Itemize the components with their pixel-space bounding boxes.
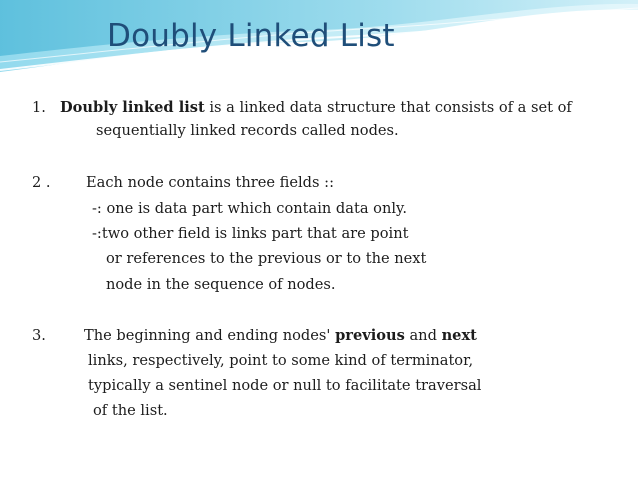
item-1-bold-term: Doubly linked list xyxy=(60,99,205,116)
item-3-line-4: of the list. xyxy=(93,402,168,419)
item-3-number: 3. xyxy=(32,327,46,344)
item-3-line-1-pre: The beginning and ending nodes' xyxy=(84,327,336,344)
item-2-line-4: or references to the previous or to the next xyxy=(106,250,427,267)
item-3-line-1 xyxy=(84,327,477,345)
item-1-number: 1. xyxy=(32,99,46,116)
item-3-line-3: typically a sentinel node or null to facilitate traversal xyxy=(88,377,482,394)
item-2-line-3: -:two other field is links part that are point xyxy=(92,225,409,242)
item-3-bold-previous: previous xyxy=(335,327,405,344)
item-1-line-1 xyxy=(60,99,572,117)
item-3-line-1-mid: and xyxy=(404,327,442,344)
item-1-line-2: sequentially linked records called nodes. xyxy=(96,122,399,139)
item-2-line-1: Each node contains three fields :: xyxy=(86,174,334,191)
item-2-line-5: node in the sequence of nodes. xyxy=(106,276,336,293)
item-2-number: 2 . xyxy=(32,174,51,191)
item-1-line-1-text: is a linked data structure that consists of a set of xyxy=(204,99,572,116)
item-3-line-2: links, respectively, point to some kind of terminator, xyxy=(88,352,474,369)
item-3-bold-next: next xyxy=(441,327,477,344)
slide-title: Doubly Linked List xyxy=(107,18,395,54)
item-2-line-2: -: one is data part which contain data only. xyxy=(92,200,407,217)
